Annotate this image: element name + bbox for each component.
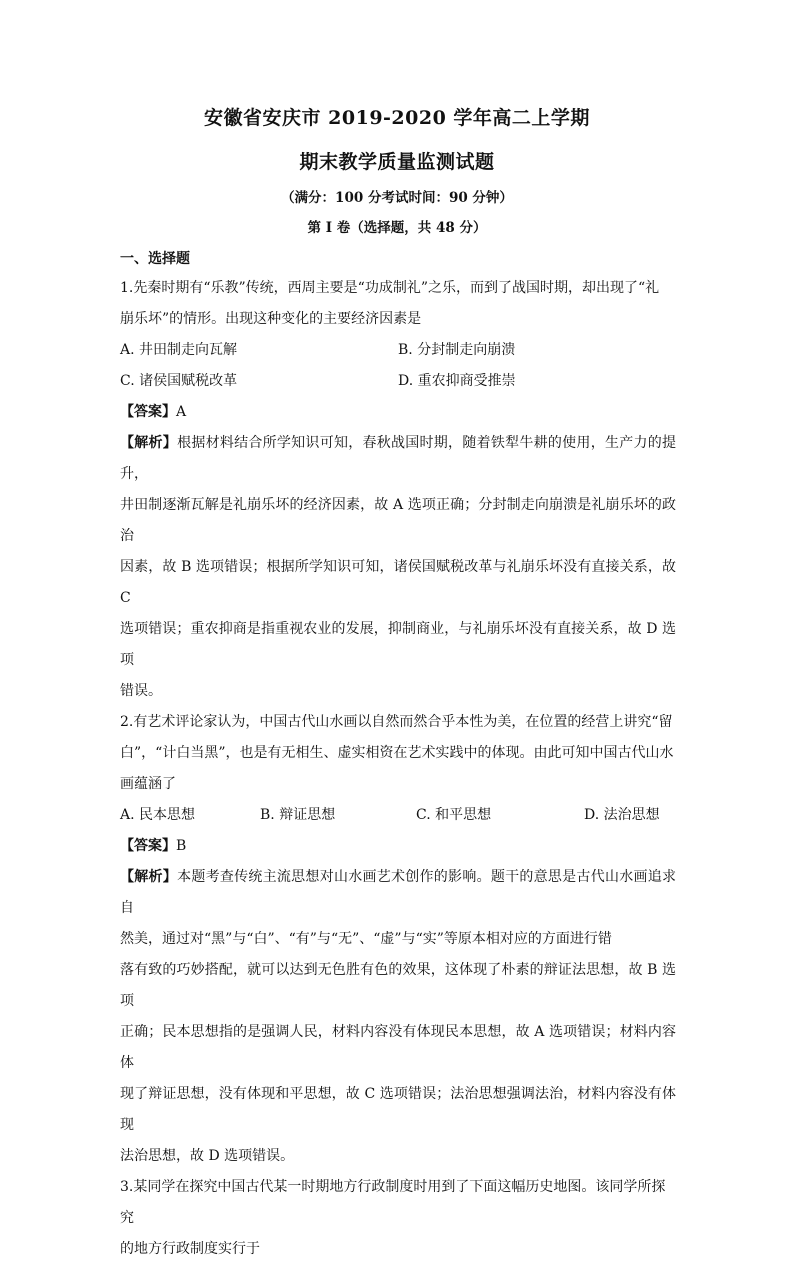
analysis-line: 因素，故 B 选项错误；根据所学知识可知，诸侯国赋税改革与礼崩乐坏没有直接关系，故 C	[120, 559, 676, 606]
analysis-line: 法治思想，故 D 选项错误。	[120, 1148, 295, 1164]
question-1-stem-line-1: 1.先秦时期有“乐教”传统，西周主要是“功成制礼”之乐，而到了战国时期，却出现了“礼	[120, 280, 660, 296]
analysis-text: 本题考查传统主流思想对山水画艺术创作的影响。题干的意思是古代山水画追求自	[120, 869, 677, 916]
question-1-options-row-1	[120, 335, 676, 366]
page-subtitle: 期末教学质量监测试题	[299, 151, 495, 173]
answer-tag: 【答案】	[120, 838, 176, 854]
question-1-option-b: B. 分封制走向崩溃	[398, 342, 516, 358]
question-2-option-c: C. 和平思想	[416, 807, 492, 823]
analysis-line: 正确；民本思想指的是强调人民，材料内容没有体现民本思想，故 A 选项错误；材料内容体	[120, 1024, 676, 1071]
question-2-stem-line-1: 2.有艺术评论家认为，中国古代山水画以自然而然合乎本性为美，在位置的经营上讲究“留	[120, 714, 673, 730]
answer-value: A	[176, 404, 187, 420]
analysis-line: 落有致的巧妙搭配，就可以达到无色胜有色的效果，这体现了朴素的辩证法思想，故 B 选项	[120, 962, 676, 1009]
question-1-option-a: A. 井田制走向瓦解	[120, 342, 238, 358]
question-1-option-d: D. 重农抑商受推崇	[398, 373, 516, 389]
answer-tag: 【答案】	[120, 404, 176, 420]
analysis-line: 选项错误；重农抑商是指重视农业的发展，抑制商业，与礼崩乐坏没有直接关系，故 D 选项	[120, 621, 676, 668]
question-3-stem-line-2: 的地方行政制度实行于	[120, 1241, 260, 1257]
question-2-option-a: A. 民本思想	[120, 807, 196, 823]
question-1-options-row-2	[120, 366, 676, 397]
analysis-text: 根据材料结合所学知识可知，春秋战国时期，随着铁犁牛耕的使用，生产力的提升，	[120, 435, 677, 482]
question-1-answer	[120, 397, 676, 428]
page-title: 安徽省安庆市 2019-2020 学年高二上学期	[204, 107, 590, 129]
analysis-line	[120, 428, 676, 490]
question-3-stem-line-1: 3.某同学在探究中国古代某一时期地方行政制度时用到了下面这幅历史地图。该同学所探究	[120, 1179, 666, 1226]
question-1-option-c: C. 诸侯国赋税改革	[120, 373, 238, 389]
question-2-analysis	[120, 862, 676, 1172]
analysis-line: 然美，通过对“黑”与“白”、“有”与“无”、“虚”与“实”等原本相对应的方面进行错	[120, 931, 612, 947]
question-2-answer	[120, 831, 676, 862]
question-2-stem-line-2: 白”，“计白当黑”，也是有无相生、虚实相资在艺术实践中的体现。由此可知中国古代山水	[120, 745, 674, 761]
question-1	[120, 273, 676, 1265]
score-info: （满分：100 分考试时间：90 分钟）	[281, 190, 513, 206]
analysis-line: 错误。	[120, 683, 162, 699]
analysis-tag: 【解析】	[120, 435, 178, 451]
analysis-line: 现了辩证思想，没有体现和平思想，故 C 选项错误；法治思想强调法治，材料内容没有体现	[120, 1086, 676, 1133]
analysis-line: 井田制逐渐瓦解是礼崩乐坏的经济因素，故 A 选项正确；分封制走向崩溃是礼崩乐坏的政治	[120, 497, 676, 544]
volume-info: 第 Ⅰ 卷（选择题，共 48 分）	[307, 220, 487, 236]
question-2-option-d: D. 法治思想	[584, 807, 660, 823]
answer-value: B	[176, 838, 187, 854]
section-title: 一、选择题	[120, 251, 190, 267]
analysis-tag: 【解析】	[120, 869, 178, 885]
question-2-option-b: B. 辩证思想	[260, 807, 336, 823]
question-2-options	[120, 800, 676, 831]
analysis-line	[120, 862, 676, 924]
question-1-analysis	[120, 428, 676, 707]
question-2-stem-line-3: 画蕴涵了	[120, 776, 176, 792]
question-1-stem-line-2: 崩乐坏”的情形。出现这种变化的主要经济因素是	[120, 311, 422, 327]
